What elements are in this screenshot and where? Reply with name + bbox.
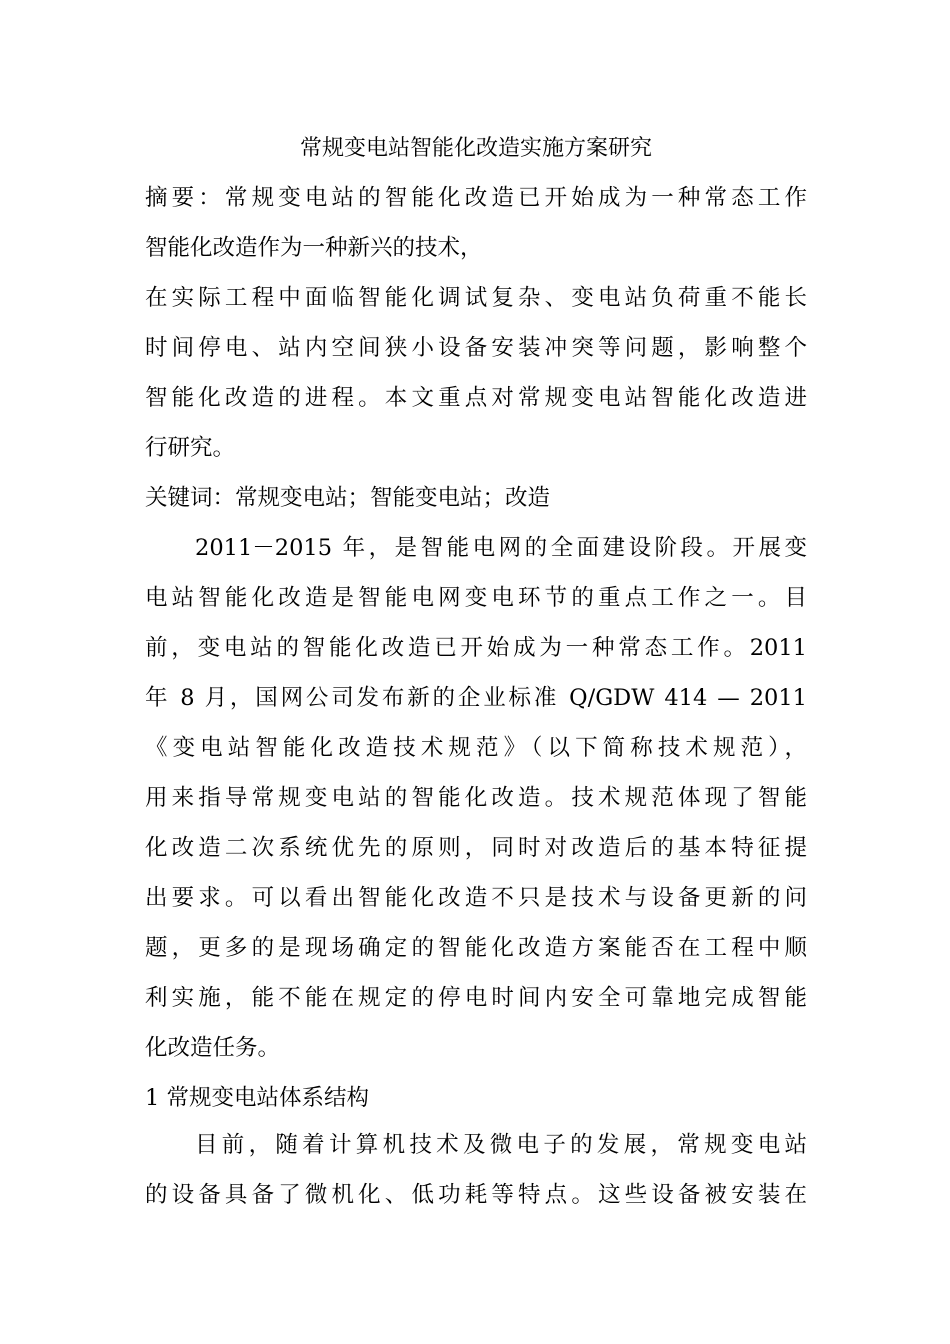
abstract-line: 摘要：常规变电站的智能化改造已开始成为一种常态工作 [145,185,807,211]
body-paragraph [145,1120,807,1220]
paragraph-line: 用来指导常规变电站的智能化改造。技术规范体现了智能 [145,785,807,811]
paragraph-line: 题，更多的是现场确定的智能化改造方案能否在工程中顺 [145,935,807,961]
abstract-line: 智能化改造的进程。本文重点对常规变电站智能化改造进 [145,385,807,411]
section-heading: 1 常规变电站体系结构 [145,1085,369,1111]
document-title: 常规变电站智能化改造实施方案研究 [299,136,652,161]
body-paragraph [145,523,807,1123]
abstract-section [145,173,807,523]
abstract-line: 智能化改造作为一种新兴的技术， [145,235,483,261]
paragraph-line: 的设备具备了微机化、低功耗等特点。这些设备被安装在 [145,1182,807,1208]
paragraph-line: 化改造任务。 [145,1035,281,1061]
paragraph-line: 化改造二次系统优先的原则，同时对改造后的基本特征提 [145,835,807,861]
paragraph-line: 年 8 月，国网公司发布新的企业标准 Q/GDW 414 — 2011 [145,685,807,711]
keywords-line: 关键词：常规变电站；智能变电站；改造 [145,485,551,511]
abstract-line: 时间停电、站内空间狭小设备安装冲突等问题，影响整个 [145,335,807,361]
abstract-line: 在实际工程中面临智能化调试复杂、变电站负荷重不能长 [145,285,807,311]
paragraph-line: 前，变电站的智能化改造已开始成为一种常态工作。2011 [145,635,807,661]
abstract-line: 行研究。 [145,435,236,461]
paragraph-line: 目前，随着计算机技术及微电子的发展，常规变电站 [195,1132,807,1158]
paragraph-line: 《变电站智能化改造技术规范》（以下简称技术规范）， [145,735,807,761]
paragraph-line: 2011－2015 年，是智能电网的全面建设阶段。开展变 [195,535,807,561]
paragraph-line: 利实施，能不能在规定的停电时间内安全可靠地完成智能 [145,985,807,1011]
paragraph-line: 电站智能化改造是智能电网变电环节的重点工作之一。目 [145,585,807,611]
paragraph-line: 出要求。可以看出智能化改造不只是技术与设备更新的问 [145,885,807,911]
